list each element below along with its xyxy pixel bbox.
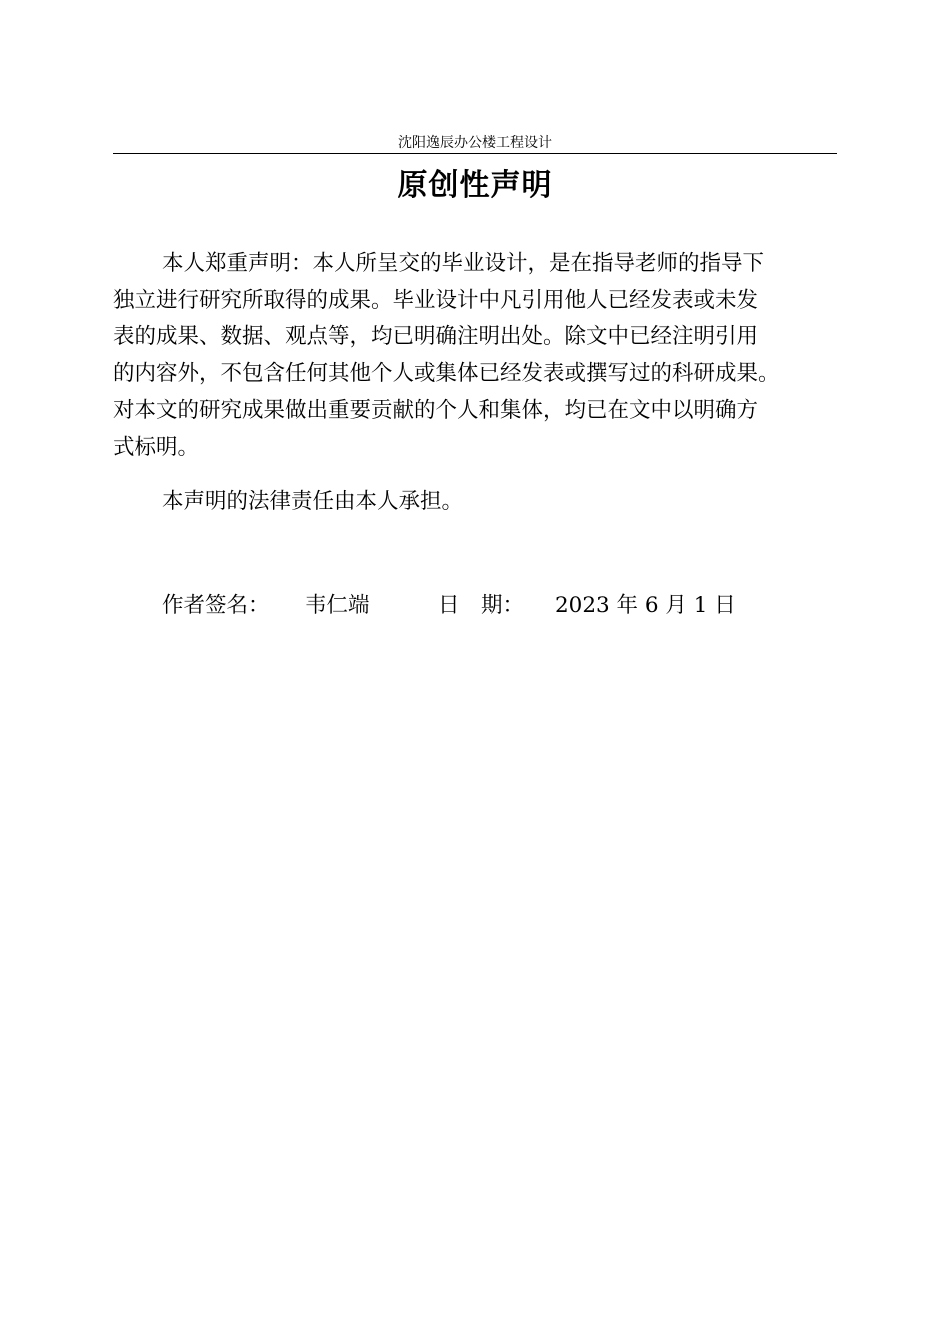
paragraph-line: 的内容外，不包含任何其他个人或集体已经发表或撰写过的科研成果。 [113,361,780,387]
page-title: 原创性声明 [397,168,553,203]
paragraph-line: 独立进行研究所取得的成果。毕业设计中凡引用他人已经发表或未发 [113,287,759,313]
paragraph-line: 本声明的法律责任由本人承担。 [162,489,464,514]
running-header: 沈阳逸辰办公楼工程设计 [398,135,552,151]
header-divider [113,153,837,154]
paragraph-line: 本人郑重声明：本人所呈交的毕业设计，是在指导老师的指导下 [162,251,765,276]
date-label: 日 期： [438,593,525,618]
author-signature-name: 韦仁端 [305,593,370,618]
paragraph-line: 式标明。 [113,434,200,460]
liability-paragraph [113,484,848,521]
declaration-paragraph [113,246,848,466]
paragraph-line: 表的成果、数据、观点等，均已明确注明出处。除文中已经注明引用 [113,324,759,350]
paragraph-line: 对本文的研究成果做出重要贡献的个人和集体，均已在文中以明确方 [113,397,759,423]
date-value: 2023 年 6 月 1 日 [555,593,736,618]
author-signature-label: 作者签名： [162,593,270,618]
